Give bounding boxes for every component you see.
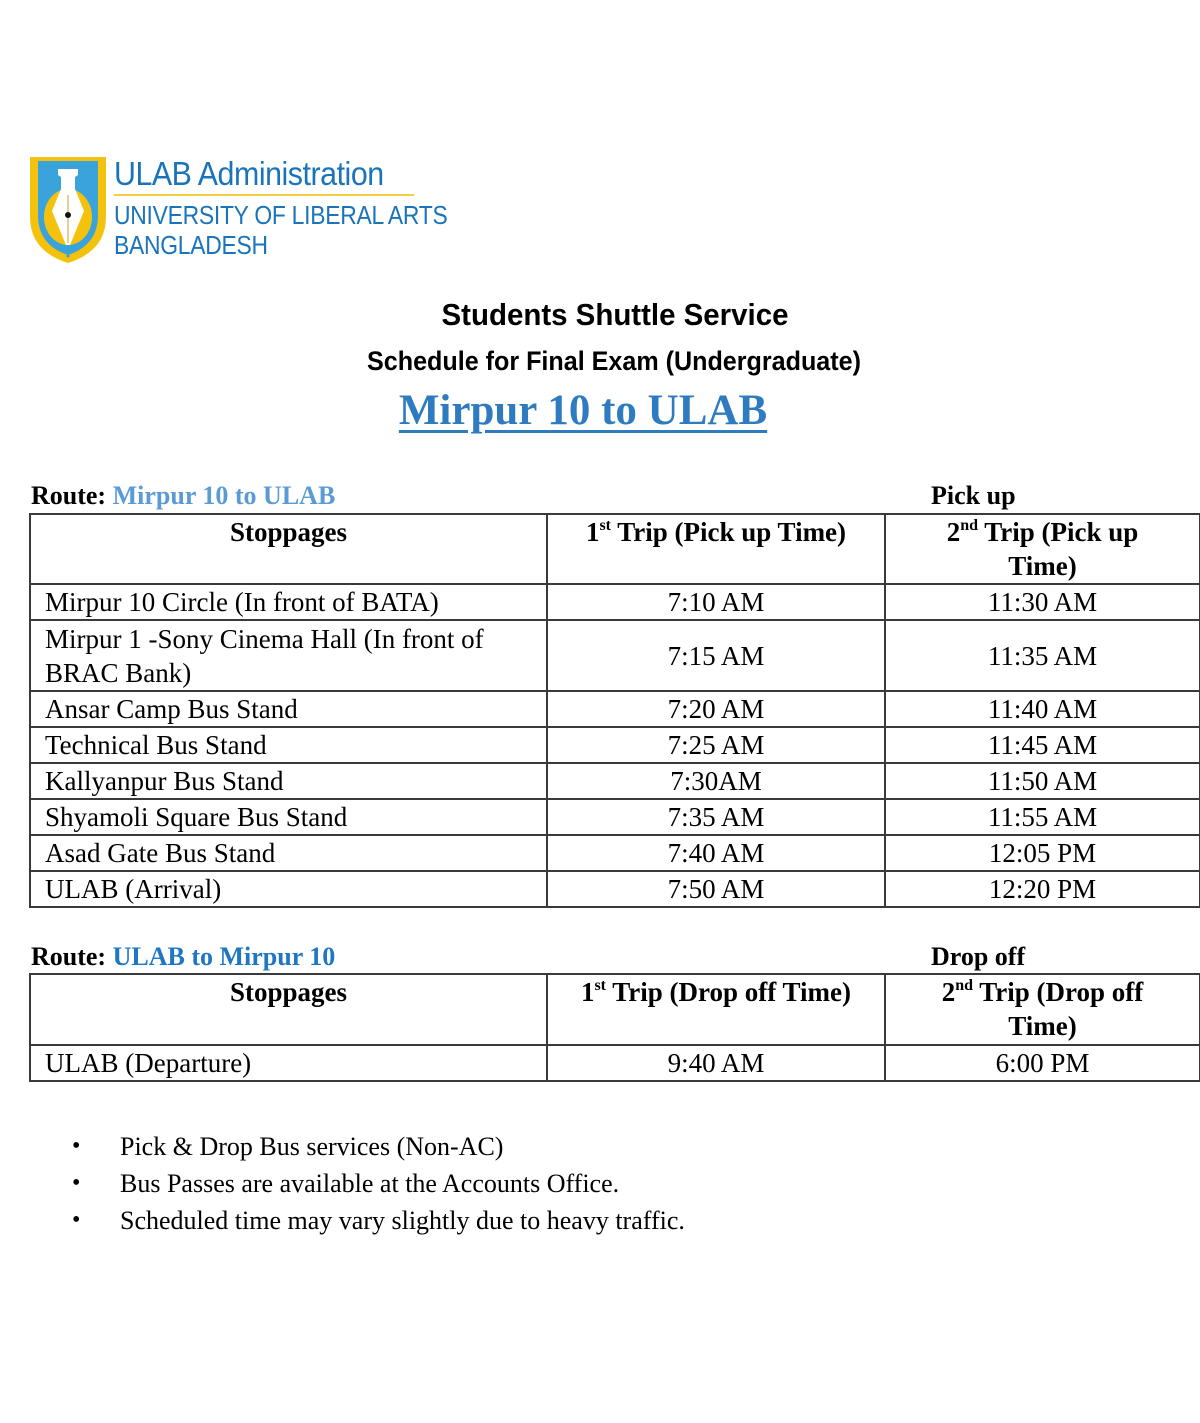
trip2-time: 11:55 AM (885, 799, 1200, 835)
trip2-time: 11:40 AM (885, 691, 1200, 727)
trip2-time: 6:00 PM (885, 1045, 1200, 1081)
route-prefix: Route: (31, 481, 107, 510)
table-row (30, 727, 1200, 763)
stop-name: Mirpur 1 -Sony Cinema Hall (In front of BRAC Bank) (30, 620, 547, 691)
table-row (30, 1045, 1200, 1081)
bullet-icon: • (72, 1170, 81, 1196)
trip1-time: 7:40 AM (547, 835, 885, 871)
stop-name: Ansar Camp Bus Stand (30, 691, 547, 727)
note-item: • Bus Passes are available at the Accounts Office. (72, 1165, 685, 1202)
logo-title: ULAB Administration (114, 155, 384, 192)
notes-list (72, 1128, 685, 1239)
pickup-route-label (31, 481, 335, 511)
note-item: • Scheduled time may vary slightly due to heavy traffic. (72, 1202, 685, 1239)
trip2-time: 11:45 AM (885, 727, 1200, 763)
trip1-time: 7:25 AM (547, 727, 885, 763)
stop-name: Technical Bus Stand (30, 727, 547, 763)
header-trip2: 2nd Trip (Pick up Time) (885, 514, 1200, 584)
trip2-time: 12:05 PM (885, 835, 1200, 871)
trip1-time: 7:20 AM (547, 691, 885, 727)
header-trip1: 1st Trip (Drop off Time) (547, 974, 885, 1045)
ulab-shield-pen-nib-icon (28, 155, 108, 265)
table-row (30, 691, 1200, 727)
bullet-icon: • (72, 1133, 81, 1159)
stop-name: Mirpur 10 Circle (In front of BATA) (30, 584, 547, 620)
table-row (30, 835, 1200, 871)
dropoff-route-label (31, 942, 335, 972)
trip1-time: 7:35 AM (547, 799, 885, 835)
logo-subtitle-line1: UNIVERSITY OF LIBERAL ARTS (114, 200, 448, 230)
table-row (30, 584, 1200, 620)
stop-name: Asad Gate Bus Stand (30, 835, 547, 871)
route-name: Mirpur 10 to ULAB (112, 481, 336, 510)
trip2-time: 11:30 AM (885, 584, 1200, 620)
header-trip1: 1st Trip (Pick up Time) (547, 514, 885, 584)
trip2-time: 11:35 AM (885, 620, 1200, 691)
page-subtitle: Schedule for Final Exam (Undergraduate) (367, 346, 861, 376)
trip2-time: 12:20 PM (885, 871, 1200, 907)
logo-divider (114, 194, 414, 196)
note-item: • Pick & Drop Bus services (Non-AC) (72, 1128, 685, 1165)
bullet-icon: • (72, 1207, 81, 1233)
table-header-row (30, 514, 1200, 584)
table-row (30, 620, 1200, 691)
header-stoppages: Stoppages (30, 974, 547, 1045)
header-trip2: 2nd Trip (Drop off Time) (885, 974, 1200, 1045)
dropoff-schedule-table (29, 973, 1200, 1082)
route-name: ULAB to Mirpur 10 (112, 942, 336, 971)
stop-name: Kallyanpur Bus Stand (30, 763, 547, 799)
table-row (30, 871, 1200, 907)
table-row (30, 763, 1200, 799)
trip1-time: 7:10 AM (547, 584, 885, 620)
trip1-time: 7:30AM (547, 763, 885, 799)
pickup-schedule-table (29, 513, 1200, 908)
route-prefix: Route: (31, 942, 107, 971)
stop-name: ULAB (Arrival) (30, 871, 547, 907)
trip1-time: 9:40 AM (547, 1045, 885, 1081)
table-row (30, 799, 1200, 835)
logo-subtitle-line2: BANGLADESH (114, 230, 268, 260)
route-title: Mirpur 10 to ULAB (398, 387, 768, 434)
dropoff-side-label: Drop off (931, 942, 1026, 971)
table-header-row (30, 974, 1200, 1045)
page-title: Students Shuttle Service (441, 297, 789, 332)
trip2-time: 11:50 AM (885, 763, 1200, 799)
stop-name: Shyamoli Square Bus Stand (30, 799, 547, 835)
trip1-time: 7:15 AM (547, 620, 885, 691)
ulab-logo (28, 155, 448, 267)
stop-name: ULAB (Departure) (30, 1045, 547, 1081)
trip1-time: 7:50 AM (547, 871, 885, 907)
pickup-side-label: Pick up (931, 481, 1016, 510)
header-stoppages: Stoppages (30, 514, 547, 584)
